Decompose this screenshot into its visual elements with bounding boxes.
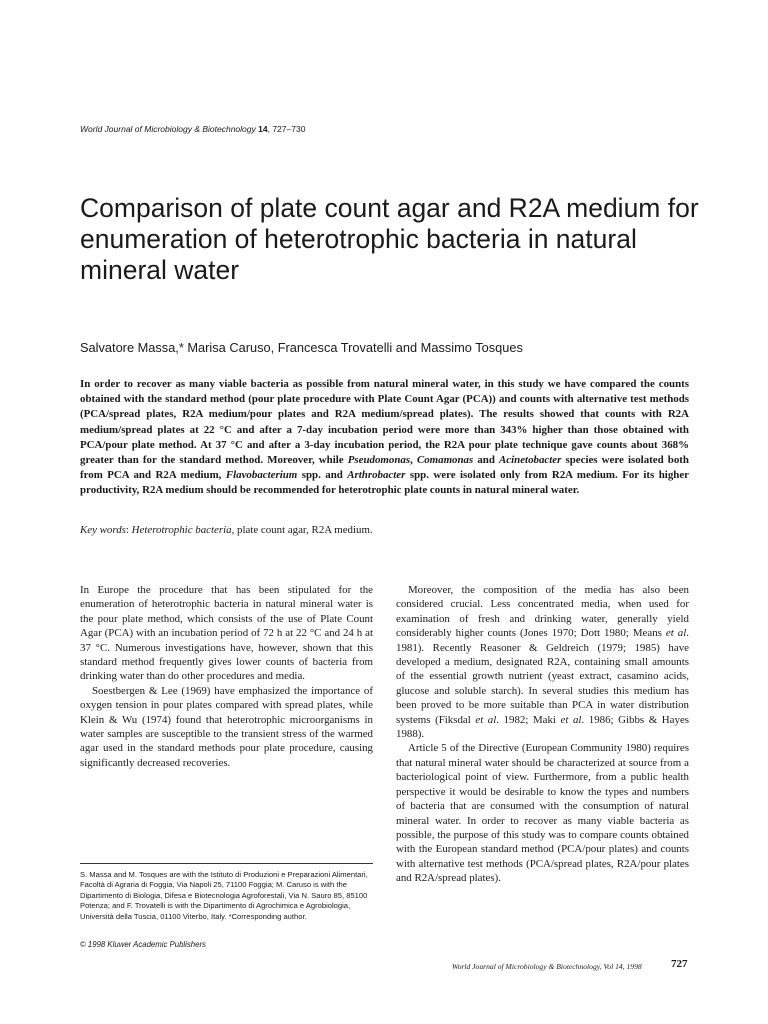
- journal-reference: [80, 124, 305, 134]
- footnote-divider: [80, 863, 373, 864]
- keywords-label: Key words: [80, 524, 126, 536]
- keywords: Key words: Heterotrophic bacteria, plate count agar, R2A medium.: [80, 524, 373, 536]
- journal-pages: , 727–730: [267, 124, 306, 134]
- body-paragraph: Article 5 of the Directive (European Community 1980) requires that natural mineral water should be characterized at source from a bacteriological point of view. Furthermore, from a public health perspective it would be desirable to know the types and numbers of bacteria that are consumed with the consumption of natural mineral water. In order to recover as many viable bacteria as possible, the purpose of this study was to compare counts obtained with the European standard method (PCA/pour plates) and counts with alternative test methods (PCA/spread plates, R2A/pour plates and R2A/spread plates).: [396, 742, 689, 885]
- body-paragraph: Moreover, the composition of the media has also been considered crucial. Less concentrated media, when used for examination of fresh and drinking water, generally yield considerably higher counts (Jones 1970; Dott 1980; Means et al. 1981). Recently Reasoner & Geldreich (1979; 1985) have developed a medium, designated R2A, containing small amounts of the essential growth nutrient (yeast extract, casamino acids, glucose and soluble starch). In several studies this medium has been proved to be more suitable than PCA in water distribution systems (Fiksdal et al. 1982; Maki et al. 1986; Gibbs & Hayes 1988).: [396, 584, 690, 741]
- abstract: In order to recover as many viable bacteria as possible from natural mineral water, in this study we have compared the counts obtained with the standard method (pour plate procedure with Plate Count Agar (PCA)) and counts with alternative test methods (PCA/spread plates, R2A medium/pour plates and R2A medium/spread plates). The results showed that counts with R2A medium/spread plates at 22 °C and after a 7-day incubation period were more than 343% higher than those obtained with PCA/pour plate method. At 37 °C and after a 3-day incubation period, the R2A pour plate technique gave counts about 368% greater than for the standard method. Moreover, while Pseudomonas, Comamonas and Acinetobacter species were isolated both from PCA and R2A medium, Flavobacterium spp. and Arthrobacter spp. were isolated only from R2A medium. For its higher productivity, R2A medium should be recommended for heterotrophic plate counts in natural mineral water.: [80, 378, 689, 497]
- journal-volume: 14: [258, 124, 268, 134]
- body-paragraph: In Europe the procedure that has been stipulated for the enumeration of heterotrophic bacteria in natural mineral water is the pour plate method, which consists of the use of Plate Count Agar (PCA) with an incubation period of 72 h at 22 °C and 24 h at 37 °C. Numerous investigations have, however, shown that this standard method frequently gives lower counts of bacteria from drinking water than do other procedures and media.: [80, 584, 373, 683]
- author-affiliations-footnote: S. Massa and M. Tosques are with the Istituto di Produzioni e Preparazioni Alimentari, Facoltà di Agraria di Foggia, Via Napoli 25, 71100 Foggia; M. Caruso is with the Dipartimento di Biologia, Difesa e Biotecnologia Agroforestali, Via N. Sauro 85, 85100 Potenza; and F. Trovatelli is with the Dipartimento di Agrochimica e Agrobiologia, Università della Tuscia, 01100 Viterbo, Italy. *Corresponding author.: [80, 870, 368, 921]
- page-number: 727: [671, 958, 688, 970]
- body-column-left: [80, 583, 373, 770]
- body-column-right: [396, 583, 689, 886]
- footer-journal-line: World Journal of Microbiology & Biotechnology, Vol 14, 1998: [452, 962, 642, 971]
- body-paragraph: Soestbergen & Lee (1969) have emphasized the importance of oxygen tension in pour plates compared with spread plates, while Klein & Wu (1974) found that heterotrophic microorganisms in water samples are susceptible to the transient stress of the warmed agar used in the standard methods pour plate procedure, causing significantly decreased recoveries.: [80, 684, 373, 769]
- article-title: Comparison of plate count agar and R2A medium for enumeration of heterotrophic bacteria in natural mineral water: [80, 193, 699, 285]
- copyright-notice: © 1998 Kluwer Academic Publishers: [80, 940, 206, 949]
- author-list: Salvatore Massa,* Marisa Caruso, Francesca Trovatelli and Massimo Tosques: [80, 340, 523, 355]
- journal-name: World Journal of Microbiology & Biotechnology: [80, 124, 256, 134]
